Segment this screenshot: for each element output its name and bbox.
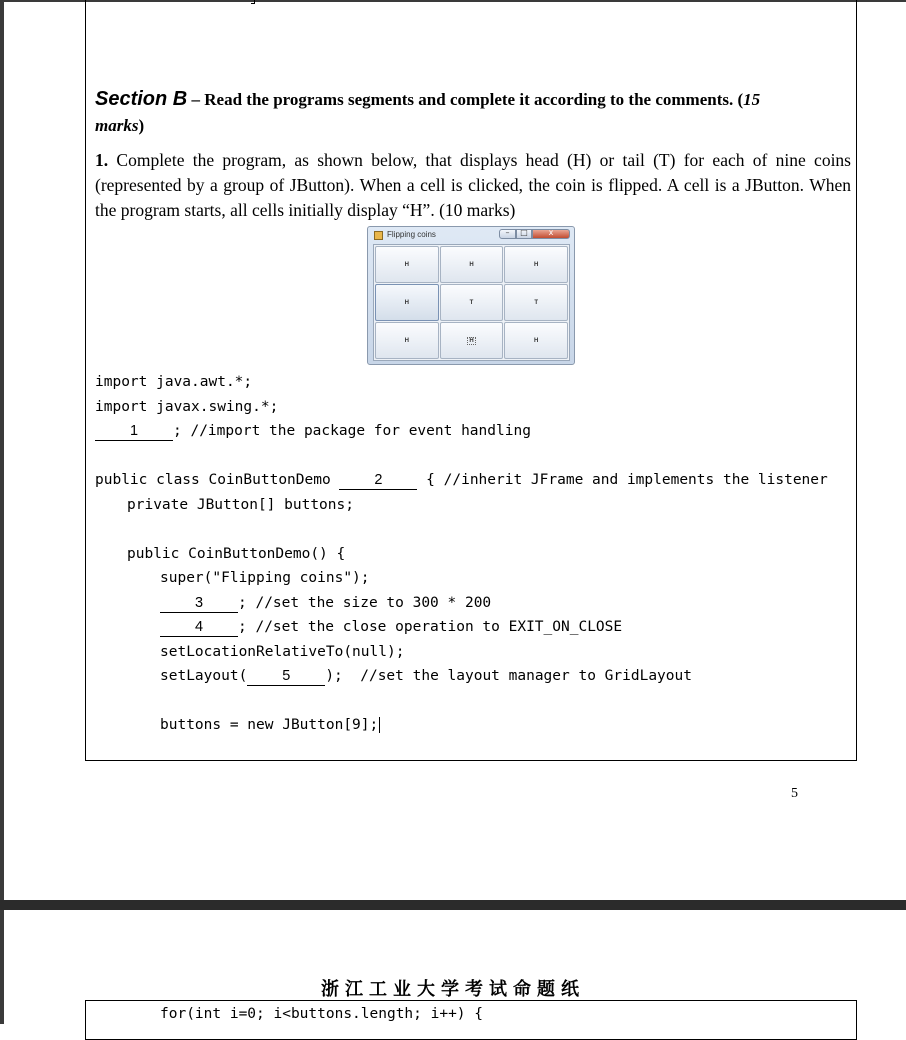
coin-button[interactable] [440, 246, 504, 283]
section-heading [95, 86, 855, 139]
code-line: setLocationRelativeTo(null); [160, 643, 405, 660]
code-line [95, 468, 828, 492]
flipping-coins-window [367, 226, 575, 365]
coin-button[interactable] [440, 322, 504, 359]
java-cup-icon [374, 231, 383, 240]
coin-button[interactable] [375, 246, 439, 283]
code-text: setLayout( [160, 668, 248, 684]
minimize-icon: – [505, 228, 510, 237]
section-marks-word: marks [95, 116, 139, 135]
page-separator [0, 900, 906, 910]
coin-button[interactable] [375, 284, 439, 321]
question-body: Complete the program, as shown below, that displays head (H) or tail (T) for each of nine coins (represented by a group of JButton). When a cell is clicked, the coin is flipped. A cell is a JButton. When the program starts, all cells initially display “H”. (10 marks) [95, 150, 851, 220]
coin-face: H [404, 337, 409, 344]
code-text: ; //set the size to 300 * 200 [238, 594, 492, 611]
code-line: import javax.swing.*; [95, 398, 279, 415]
code-line [160, 615, 622, 639]
coin-button[interactable] [504, 284, 568, 321]
code-line [160, 713, 380, 737]
coin-face: H [404, 261, 409, 268]
code-line: import java.awt.*; [95, 374, 253, 390]
coin-button[interactable] [504, 246, 568, 283]
code-line [95, 419, 531, 443]
coin-face: H [404, 299, 409, 306]
close-icon: x [548, 228, 554, 237]
coin-button[interactable] [504, 322, 568, 359]
coin-face: T [469, 299, 474, 306]
code-text: ; //import the package for event handling [173, 423, 531, 439]
section-dash: – [187, 90, 205, 109]
coin-face: H [533, 337, 539, 344]
minimize-button[interactable] [499, 229, 516, 239]
code-line: public CoinButtonDemo() { [127, 545, 346, 562]
maximize-button[interactable] [516, 229, 532, 239]
question-number: 1. [95, 150, 109, 170]
page-number: 5 [791, 786, 798, 801]
code-text: ); //set the layout manager to GridLayout [325, 668, 692, 684]
code-text: public class CoinButtonDemo [95, 472, 340, 488]
code-line: private JButton[] buttons; [127, 496, 354, 513]
coin-button[interactable] [440, 284, 504, 321]
coin-face: H [469, 337, 474, 344]
coin-face: H [533, 261, 539, 268]
text-cursor [379, 717, 380, 733]
section-marks-number: 15 [743, 90, 761, 109]
next-page-header: 浙江工业大学考试命题纸 [321, 979, 585, 1000]
code-text: buttons = new JButton[9]; [160, 717, 379, 733]
code-text: ; //set the close operation to EXIT_ON_CLOSE [238, 619, 623, 635]
window-title: Flipping coins [387, 230, 436, 239]
section-close: ) [138, 116, 145, 135]
next-page-code-line: for(int i=0; i<buttons.length; i++) { [160, 1006, 484, 1022]
answer-blank: 2 [339, 471, 417, 490]
coin-face: T [534, 299, 538, 306]
answer-blank: 5 [247, 667, 325, 686]
coin-button[interactable] [375, 322, 439, 359]
close-button[interactable] [532, 229, 570, 239]
previous-content-mark [251, 0, 255, 4]
code-text: { //inherit JFrame and implements the listener [417, 472, 828, 488]
section-label: Section B [95, 88, 188, 110]
section-text: Read the programs segments and complete it according to the comments. ( [204, 90, 744, 109]
answer-blank: 3 [160, 594, 238, 613]
coin-grid [373, 244, 570, 361]
answer-blank: 1 [95, 422, 173, 441]
code-line [160, 591, 491, 615]
code-line [160, 664, 692, 688]
answer-blank: 4 [160, 618, 238, 637]
question-text [95, 148, 851, 223]
code-line: super("Flipping coins"); [160, 570, 370, 586]
maximize-icon: □ [520, 228, 528, 237]
window-controls [499, 229, 572, 240]
viewer-left-edge [0, 0, 4, 1024]
coin-face: H [469, 261, 474, 268]
